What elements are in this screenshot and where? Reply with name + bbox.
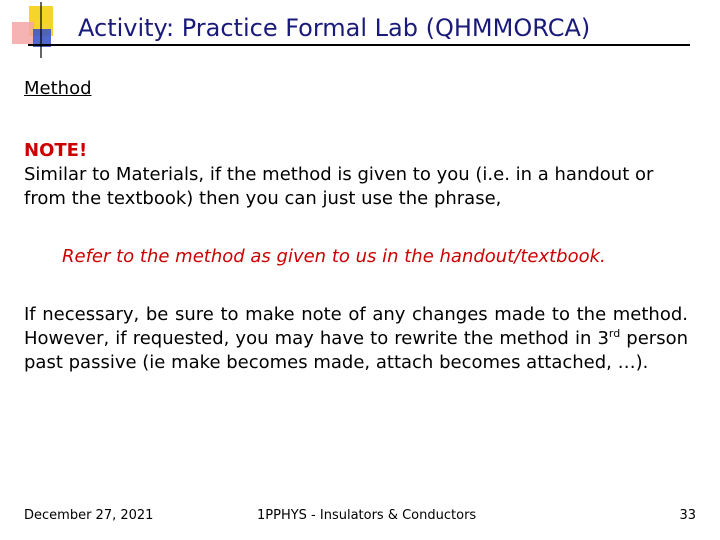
instruction-paragraph	[24, 303, 688, 375]
footer-page-number: 33	[679, 508, 696, 523]
note-label: NOTE!	[24, 140, 88, 161]
quoted-phrase: Refer to the method as given to us in the handout/textbook.	[62, 246, 606, 267]
slide-title: Activity: Practice Formal Lab (QHMMORCA)	[78, 14, 591, 42]
footer-date: December 27, 2021	[24, 508, 154, 523]
ordinal-superscript: rd	[608, 327, 621, 340]
pink-square	[12, 22, 34, 44]
footer-course-title: 1PPHYS - Insulators & Conductors	[257, 508, 477, 523]
section-heading: Method	[24, 78, 92, 99]
paragraph-text-before: If necessary, be sure to make note of any changes made to the method. However, if requested, you may have to rewrite the method in 3	[24, 304, 688, 349]
note-body: Similar to Materials, if the method is given to you (i.e. in a handout or from the textbook) then you can just use the phrase,	[24, 164, 654, 209]
title-underline	[28, 44, 690, 46]
decorative-squares-icon	[0, 0, 80, 60]
paragraph-text-after: person past passive (ie make becomes made, attach becomes attached, …).	[24, 328, 689, 373]
